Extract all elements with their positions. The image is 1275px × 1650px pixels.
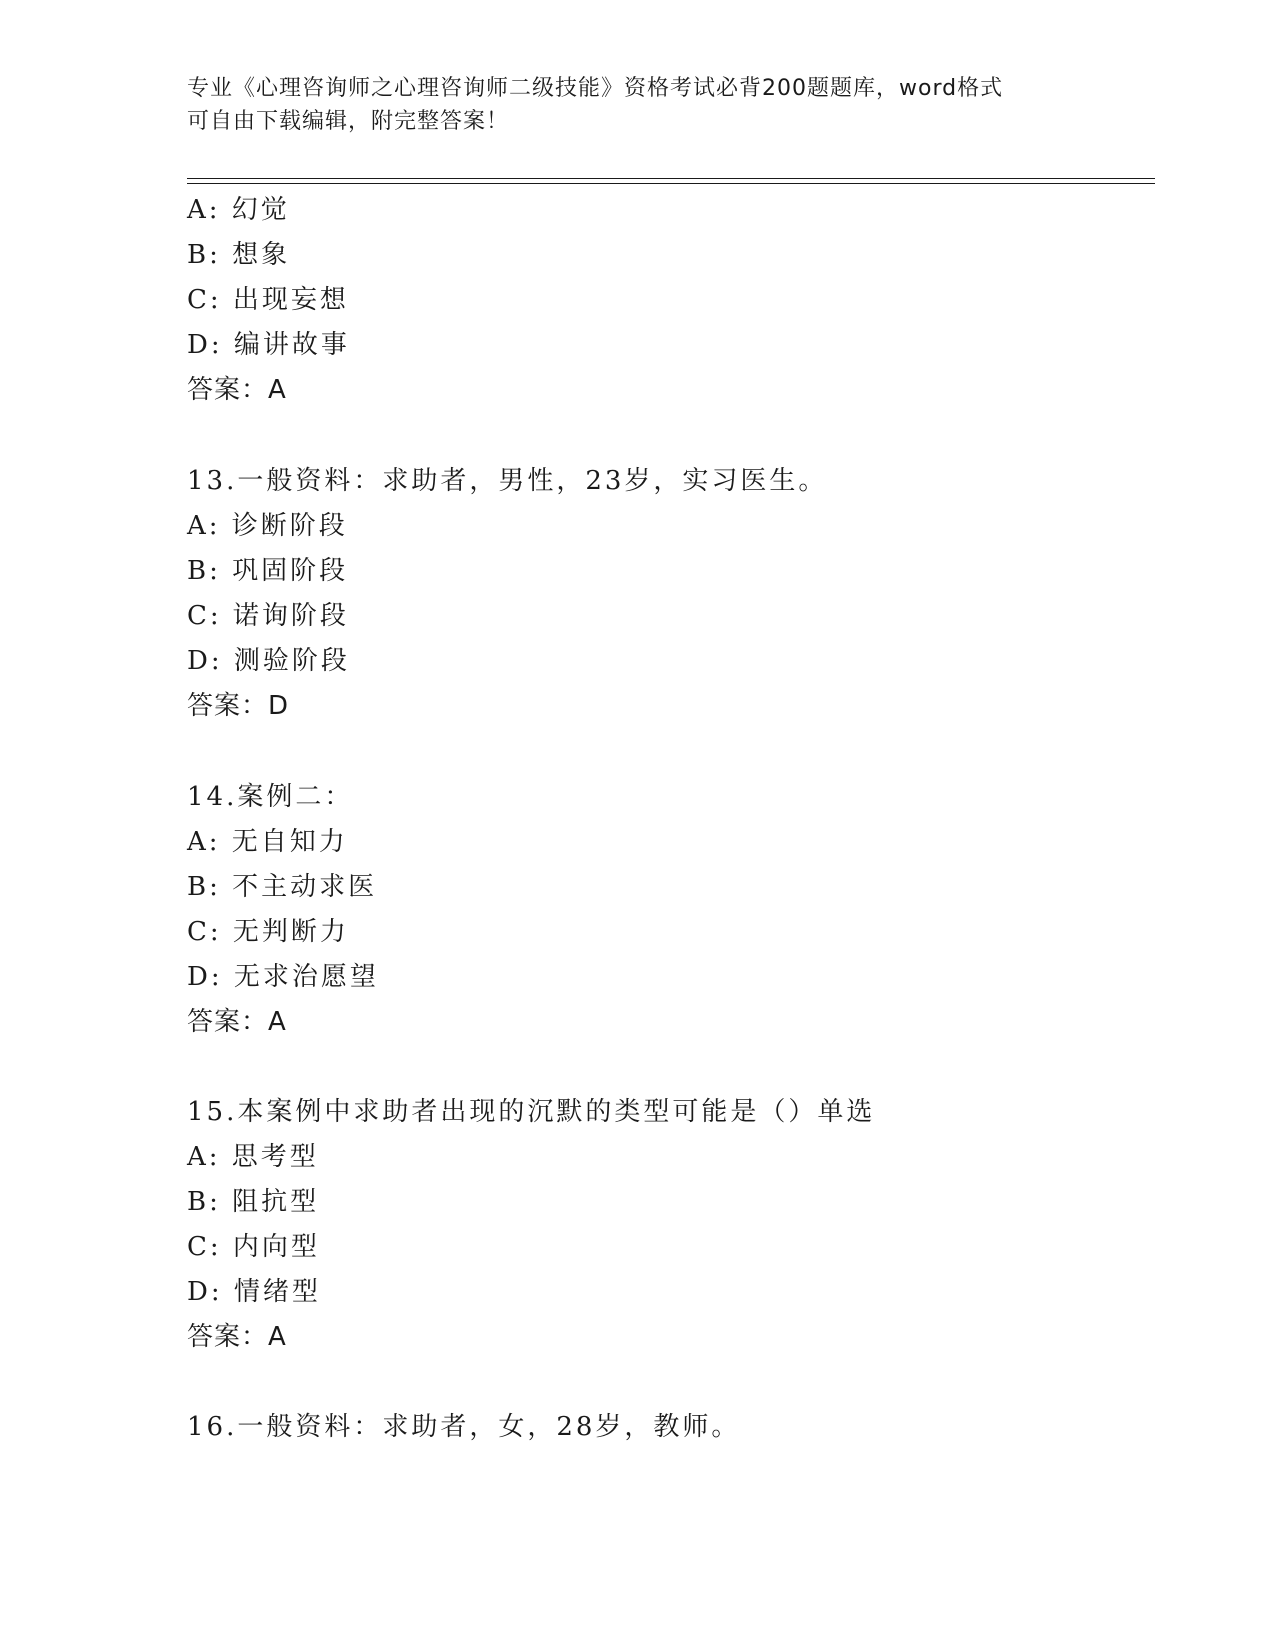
option-a: A: 无自知力 [187,827,348,857]
option-d: D: 编讲故事 [187,330,350,360]
question-16: 16.一般资料：求助者，女，28岁，教师。 [187,1412,741,1442]
option-b: B: 不主动求医 [187,872,378,902]
document-header [187,72,1067,138]
option-d: D: 情绪型 [187,1277,321,1307]
answer-line: 答案：A [187,375,287,405]
option-b: B: 想象 [187,240,291,270]
option-c: C: 无判断力 [187,917,349,947]
header-divider-top [187,178,1155,179]
option-c: C: 内向型 [187,1232,320,1262]
option-d: D: 无求治愿望 [187,962,379,992]
answer-line: 答案：A [187,1007,287,1037]
question-13: 13.一般资料：求助者，男性，23岁，实习医生。 [187,466,828,496]
answer-line: 答案：D [187,691,290,721]
option-c: C: 出现妄想 [187,285,349,315]
header-line-1: 专业《心理咨询师之心理咨询师二级技能》资格考试必背200题题库，word格式 [187,76,1004,101]
option-c: C: 诺询阶段 [187,601,349,631]
question-15: 15.本案例中求助者出现的沉默的类型可能是（）单选 [187,1097,876,1127]
option-b: B: 阻抗型 [187,1187,320,1217]
option-a: A: 思考型 [187,1142,319,1172]
header-line-2: 可自由下载编辑，附完整答案！ [187,109,510,134]
option-d: D: 测验阶段 [187,646,350,676]
option-b: B: 巩固阶段 [187,556,349,586]
answer-line: 答案：A [187,1322,287,1352]
option-a: A: 诊断阶段 [187,511,348,541]
header-divider-bottom [187,183,1155,184]
option-a: A: 幻觉 [187,195,290,225]
question-14: 14.案例二： [187,782,354,812]
